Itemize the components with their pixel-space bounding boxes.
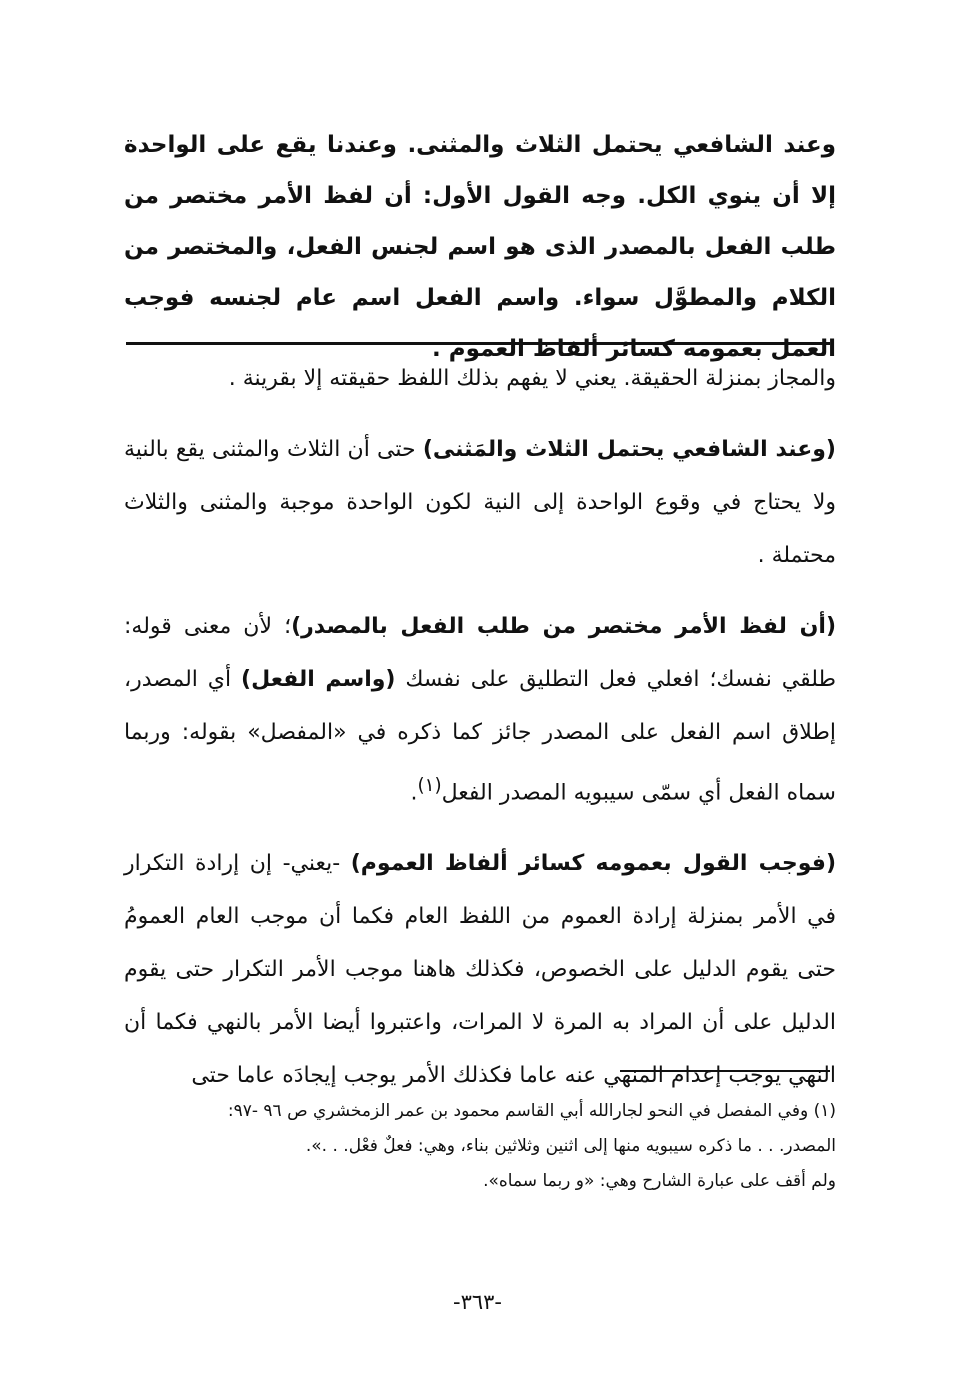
commentary-paragraph-2 [124, 423, 836, 582]
separator-line [126, 342, 830, 345]
lemma-lafz-al-amr: (أن لفظ الأمر مختصر من طلب الفعل بالمصدر) [291, 614, 836, 639]
footnote-line-2: المصدر. . . ما ذكره سيبويه منها إلى اثنين وثلاثين بناء، وهي: فعلٌ فعْل. . .». [305, 1136, 836, 1156]
lemma-ism-al-fil: (واسم الفعل) [241, 667, 396, 692]
lemma-shafii: (وعند الشافعي يحتمل الثلاث والمَثنى) [422, 437, 836, 462]
commentary-text-3a: ؛ لأن معنى قوله: طلقي نفسك؛ افعلي فعل التطليق على نفسك [124, 614, 837, 692]
main-text-paragraph: وعند الشافعي يحتمل الثلاث والمثنى. وعندنا يقع على الواحدة إلا أن ينوي الكل. وجه القول الأول: أن لفظ الأمر مختصر من طلب الفعل بالمصدر الذى هو اسم لجنس الفعل، والمختصر من الكلام والمطوَّل سواء. واسم الفعل اسم عام لجنسه فوجب العمل بعمومه كسائر ألفاظ العموم . [124, 132, 836, 362]
commentary-paragraph-3 [124, 600, 836, 819]
main-text [124, 120, 836, 375]
footnote-line-1: (١) وفي المفصل في النحو لجارالله أبي القاسم محمود بن عمر الزمخشري ص ٩٦ -٩٧: [227, 1101, 836, 1121]
commentary-text-3b: أي المصدر، إطلاق اسم الفعل على المصدر جائز كما ذكره في «المفصل» بقوله: وربما سماه الفعل أي سمّى سيبويه المصدر الفعل [124, 667, 836, 806]
commentary-paragraph-4 [124, 837, 836, 1102]
commentary-paragraph-1: والمجاز بمنزلة الحقيقة. يعني لا يفهم بذلك اللفظ حقيقته إلا بقرينة . [228, 366, 836, 391]
lemma-wajab-al-qawl: (فوجب القول بعمومه كسائر ألفاظ العموم) [350, 851, 837, 877]
commentary-text-2: حتى أن الثلاث والمثنى يقع بالنية ولا يحتاج في وقوع الواحدة إلى النية لكون الواحدة موجبة والمثنى والثلاث محتملة . [124, 437, 836, 568]
footnote-reference[interactable]: (١) [417, 775, 442, 796]
commentary-text-3-end: . [410, 780, 418, 806]
page-number: -٣٦٣- [453, 1290, 502, 1314]
footnotes [124, 1094, 836, 1199]
footnote-line-3: ولم أقف على عبارة الشارح وهي: «و ربما سماه». [483, 1171, 836, 1191]
commentary [124, 352, 836, 1102]
commentary-text-4: -يعني- إن إرادة التكرار في الأمر بمنزلة إرادة العموم من اللفظ العام فكما أن موجب العام العمومُ حتى يقوم الدليل على الخصوص، فكذلك هاهنا موجب الأمر التكرار حتى يقوم الدليل على أن المراد به المرة لا المرات، واعتبروا أيضا الأمر بالنهي فكما أن النهي يوجب إعدام المنهي عنه عاما فكذلك الأمر يوجب إيجادَه عاما حتى [124, 851, 836, 1089]
footnote-separator [620, 1070, 830, 1072]
